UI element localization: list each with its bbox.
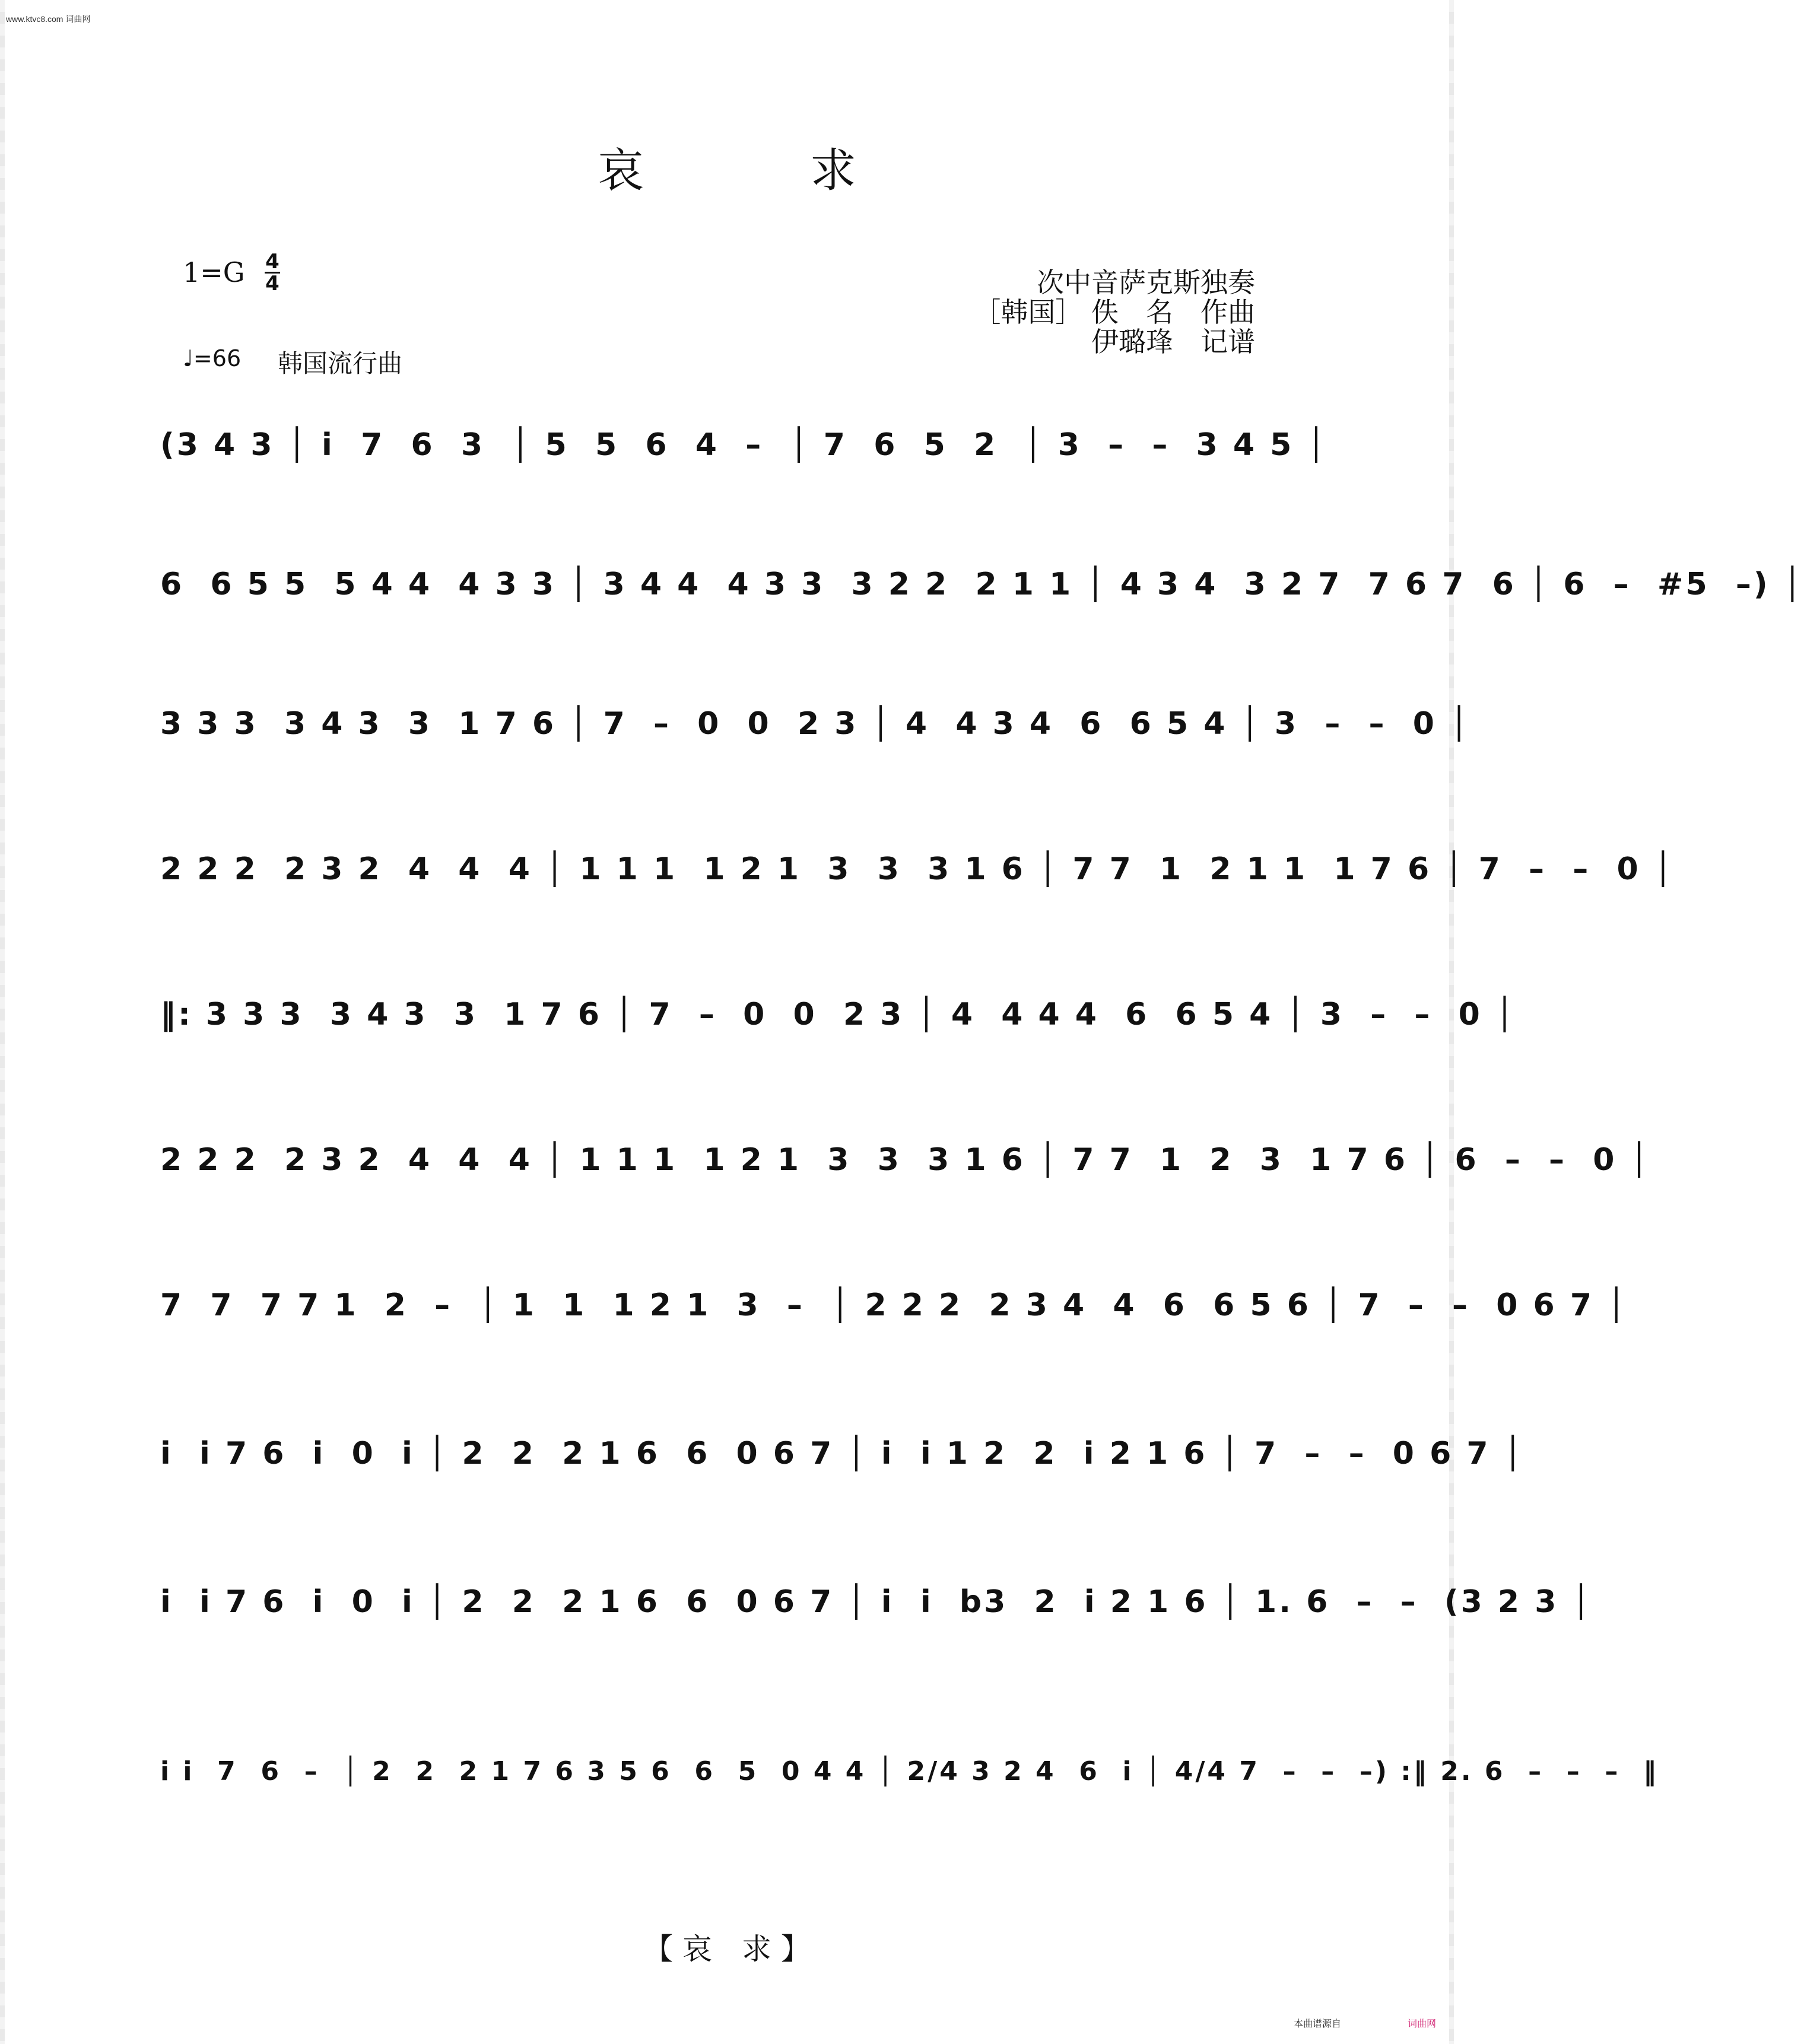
credit-instrument: 次中音萨克斯独奏 (1037, 266, 1255, 298)
time-signature-bottom: 4 (265, 272, 280, 295)
key-signature: 1=G (183, 256, 245, 288)
credit-composer: ［韩国］ 佚 名 作曲 (973, 296, 1255, 328)
genre-label: 韩国流行曲 (278, 349, 403, 378)
score-row-7 (154, 1276, 1628, 1347)
score-row-9-notes: i i 7 6 i 0 i │ 2 2 2 1 6 6 0 6 7 │ i i b3 2 i 2 1 6 │ 1. 6 – – (3 2 3 │ (160, 1584, 1593, 1620)
score-row-8-notes: i i 7 6 i 0 i │ 2 2 2 1 6 6 0 6 7 │ i i 1 2 2 i 2 1 6 │ 7 – – 0 6 7 │ (160, 1436, 1524, 1471)
left-border-strip (0, 0, 5, 2044)
score-row-1 (154, 415, 1328, 487)
tempo-marking: ♩=66 (183, 345, 242, 371)
score-row-2 (154, 555, 1804, 626)
score-row-4-notes: 2 2 2 2 3 2 4 4 4 │ 1 1 1 1 2 1 3 3 3 1 6 │ 7 7 1 2 1 1 1 7 6 │ 7 – – 0 │ (160, 851, 1675, 887)
score-row-10-notes: i i 7 6 – │ 2 2 2 1 7 6 3 5 6 6 5 0 4 4 │ 2/4 3 2 4 6 i │ 4/4 7 – – –) :‖ 2. 6 – – – ‖ (160, 1756, 1659, 1786)
time-signature-top: 4 (265, 250, 280, 274)
footer-brand-logo: 词曲网 (1407, 2018, 1436, 2029)
score-row-10 (154, 1744, 1659, 1816)
time-signature (265, 252, 280, 294)
score-row-7-notes: 7 7 7 7 1 2 – │ 1 1 1 2 1 3 – │ 2 2 2 2 3 4 4 6 6 5 6 │ 7 – – 0 6 7 │ (160, 1288, 1628, 1323)
footer-title: 【 哀 求 】 (643, 1932, 811, 1966)
page-title (0, 133, 1454, 200)
score-row-6-notes: 2 2 2 2 3 2 4 4 4 │ 1 1 1 1 2 1 3 3 3 1 6 │ 7 7 1 2 3 1 7 6 │ 6 – – 0 │ (160, 1142, 1651, 1178)
credit-transcriber: 伊璐琒 记谱 (1091, 326, 1255, 358)
score-row-5-notes: ‖: 3 3 3 3 4 3 3 1 7 6 │ 7 – 0 0 2 3 │ 4 4 4 4 6 6 5 4 │ 3 – – 0 │ (160, 997, 1517, 1032)
footer-source-mark: 本曲谱源自 (1293, 2018, 1341, 2029)
score-row-1-notes: (3 4 3 │ i 7 6 3 │ 5 5 6 4 – │ 7 6 5 2 │ 3 – – 3 4 5 │ (160, 427, 1328, 463)
score-row-8 (154, 1424, 1524, 1495)
score (154, 415, 1804, 1839)
score-row-3 (154, 694, 1471, 765)
score-row-2-notes: 6 6 5 5 5 4 4 4 3 3 │ 3 4 4 4 3 3 3 2 2 2 1 1 │ 4 3 4 3 2 7 7 6 7 6 │ 6 – #5 –) │ (160, 567, 1804, 602)
score-row-4 (154, 840, 1675, 911)
score-row-5 (154, 985, 1517, 1056)
title-char-1: 哀 (597, 144, 644, 198)
score-row-3-notes: 3 3 3 3 4 3 3 1 7 6 │ 7 – 0 0 2 3 │ 4 4 3 4 6 6 5 4 │ 3 – – 0 │ (160, 706, 1471, 742)
title-char-2: 求 (810, 144, 857, 198)
source-url: www.ktvc8.com 词曲网 (6, 14, 91, 24)
score-row-6 (154, 1130, 1651, 1201)
score-row-9 (154, 1572, 1593, 1644)
